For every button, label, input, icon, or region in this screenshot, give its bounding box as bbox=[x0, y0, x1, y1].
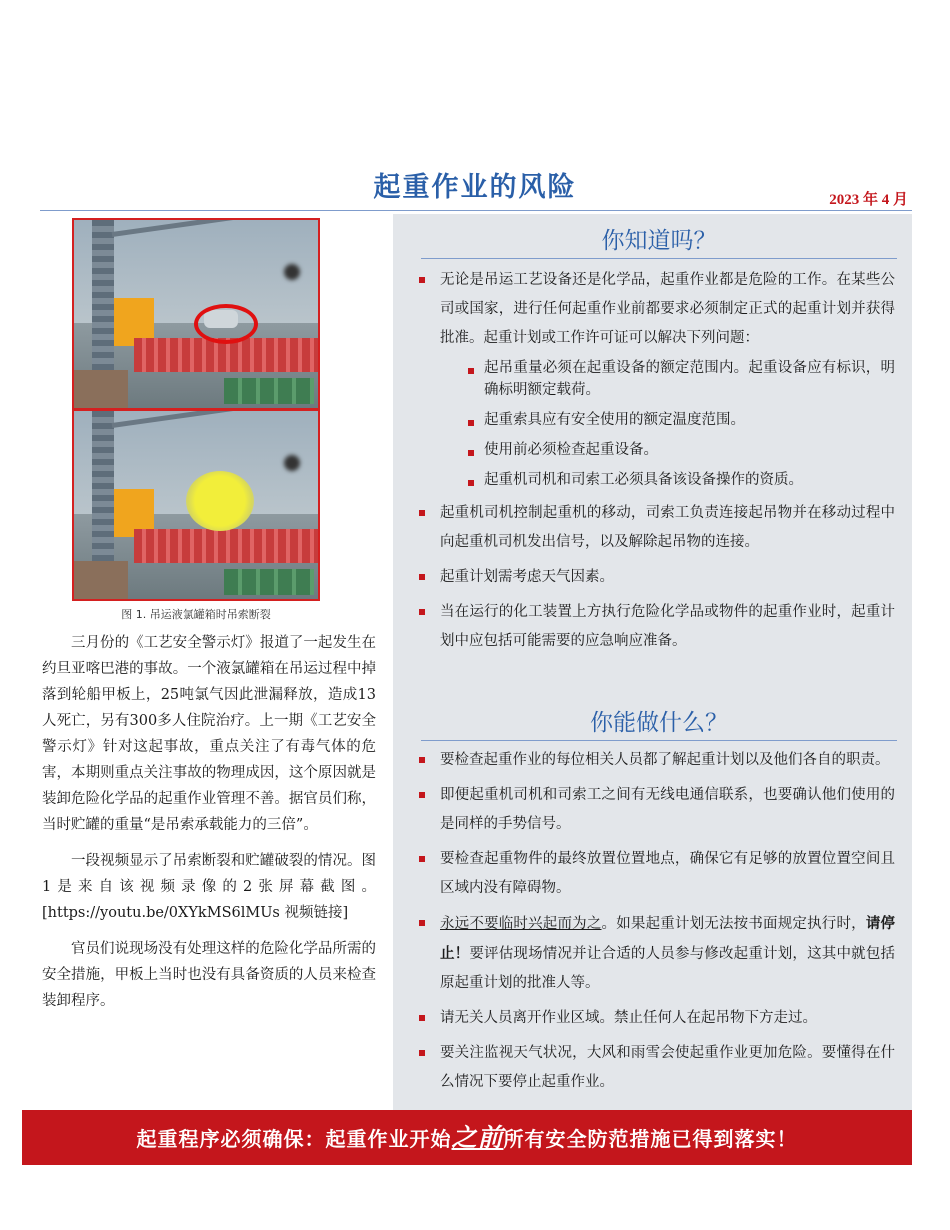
banner-text: 起重程序必须确保：起重作业开始 bbox=[136, 1127, 452, 1151]
screenshot-gas-release bbox=[74, 411, 318, 599]
list-item: 要关注监视天气状况，大风和雨雪会使起重作业更加危险。要懂得在什么情况下要停止起重作业。 bbox=[417, 1039, 895, 1097]
list-item bbox=[417, 266, 895, 491]
banner-text: 所有安全防范措施已得到落实！ bbox=[503, 1127, 798, 1151]
list-item: 当在运行的化工装置上方执行危险化学品或物件的起重作业时，起重计划中应包括可能需要的应急响应准备。 bbox=[417, 598, 895, 656]
sub-list bbox=[440, 357, 895, 491]
list-item-text: 无论是吊运工艺设备还是化学品，起重作业都是危险的工作。在某些公司或国家，进行任何起重作业前都要求必须制定正式的起重计划并获得批准。起重计划或工作许可证可以解决下列问题： bbox=[440, 272, 895, 346]
left-column-text bbox=[42, 630, 376, 1024]
list-item: 要检查起重物件的最终放置位置地点，确保它有足够的放置位置空间且区域内没有障碍物。 bbox=[417, 845, 895, 903]
key-message-banner bbox=[22, 1110, 912, 1165]
issue-date: 2023 年 4 月 bbox=[829, 192, 908, 208]
section-heading-do: 你能做什么？ bbox=[421, 704, 897, 741]
info-panel bbox=[393, 214, 912, 1110]
accident-figure bbox=[72, 218, 320, 601]
banner-emphasis: 之前 bbox=[451, 1123, 504, 1152]
screenshot-before-drop bbox=[74, 220, 318, 408]
chlorine-gas-cloud bbox=[186, 471, 254, 531]
page-title: 起重作业的风险 bbox=[373, 172, 577, 203]
tank-highlight-circle bbox=[194, 304, 258, 344]
sub-list-item: 起吊重量必须在起重设备的额定范围内。起重设备应有标识，明确标明额定载荷。 bbox=[466, 357, 895, 401]
header-rule bbox=[40, 210, 912, 211]
paragraph: 一段视频显示了吊索断裂和贮罐破裂的情况。图1是来自该视频录像的2张屏幕截图。[https://youtu.be/0XYkMS6lMUs 视频链接] bbox=[42, 853, 376, 921]
list-item: 要检查起重作业的每位相关人员都了解起重计划以及他们各自的职责。 bbox=[417, 746, 895, 775]
know-list bbox=[417, 266, 895, 662]
stop-emphasis: 请停止！ bbox=[440, 915, 896, 962]
sub-list-item: 起重索具应有安全使用的额定温度范围。 bbox=[466, 409, 895, 431]
list-item: 起重计划需考虑天气因素。 bbox=[417, 563, 895, 592]
sub-list-item: 使用前必须检查起重设备。 bbox=[466, 439, 895, 461]
sub-list-item: 起重机司机和司索工必须具备该设备操作的资质。 bbox=[466, 469, 895, 491]
never-improvise-text: 永远不要临时兴起而为之 bbox=[440, 916, 602, 932]
list-item: 请无关人员离开作业区域。禁止任何人在起吊物下方走过。 bbox=[417, 1004, 895, 1033]
list-item-text: 要评估现场情况并让合适的人员参与修改起重计划，这其中就包括原起重计划的批准人等。 bbox=[440, 946, 896, 991]
list-item: 即便起重机司机和司索工之间有无线电通信联系，也要确认他们使用的是同样的手势信号。 bbox=[417, 781, 895, 839]
paragraph: 三月份的《工艺安全警示灯》报道了一起发生在约旦亚喀巴港的事故。一个液氯罐箱在吊运过程中掉落到轮船甲板上，25吨氯气因此泄漏释放，造成13人死亡，另有300多人住院治疗。上一期《工艺安全警示灯》针对这起事故，重点关注了有毒气体的危害，本期则重点关注事故的物理成因，这个原因就是装卸危险化学品的起重作业管理不善。据官员们称，当时贮罐的重量“是吊索承载能力的三倍”。 bbox=[42, 635, 376, 833]
section-heading-know: 你知道吗？ bbox=[421, 222, 897, 259]
list-item: 起重机司机控制起重机的移动，司索工负责连接起吊物并在移动过程中向起重机司机发出信号，以及解除起吊物的连接。 bbox=[417, 499, 895, 557]
list-item bbox=[417, 909, 895, 998]
figure-caption: 图 1. 吊运液氯罐箱时吊索断裂 bbox=[121, 608, 271, 621]
do-list bbox=[417, 746, 895, 1103]
paragraph: 官员们说现场没有处理这样的危险化学品所需的安全措施，甲板上当时也没有具备资质的人员来检查装卸程序。 bbox=[42, 941, 376, 1009]
list-item-text: 。如果起重计划无法按书面规定执行时， bbox=[601, 916, 866, 932]
